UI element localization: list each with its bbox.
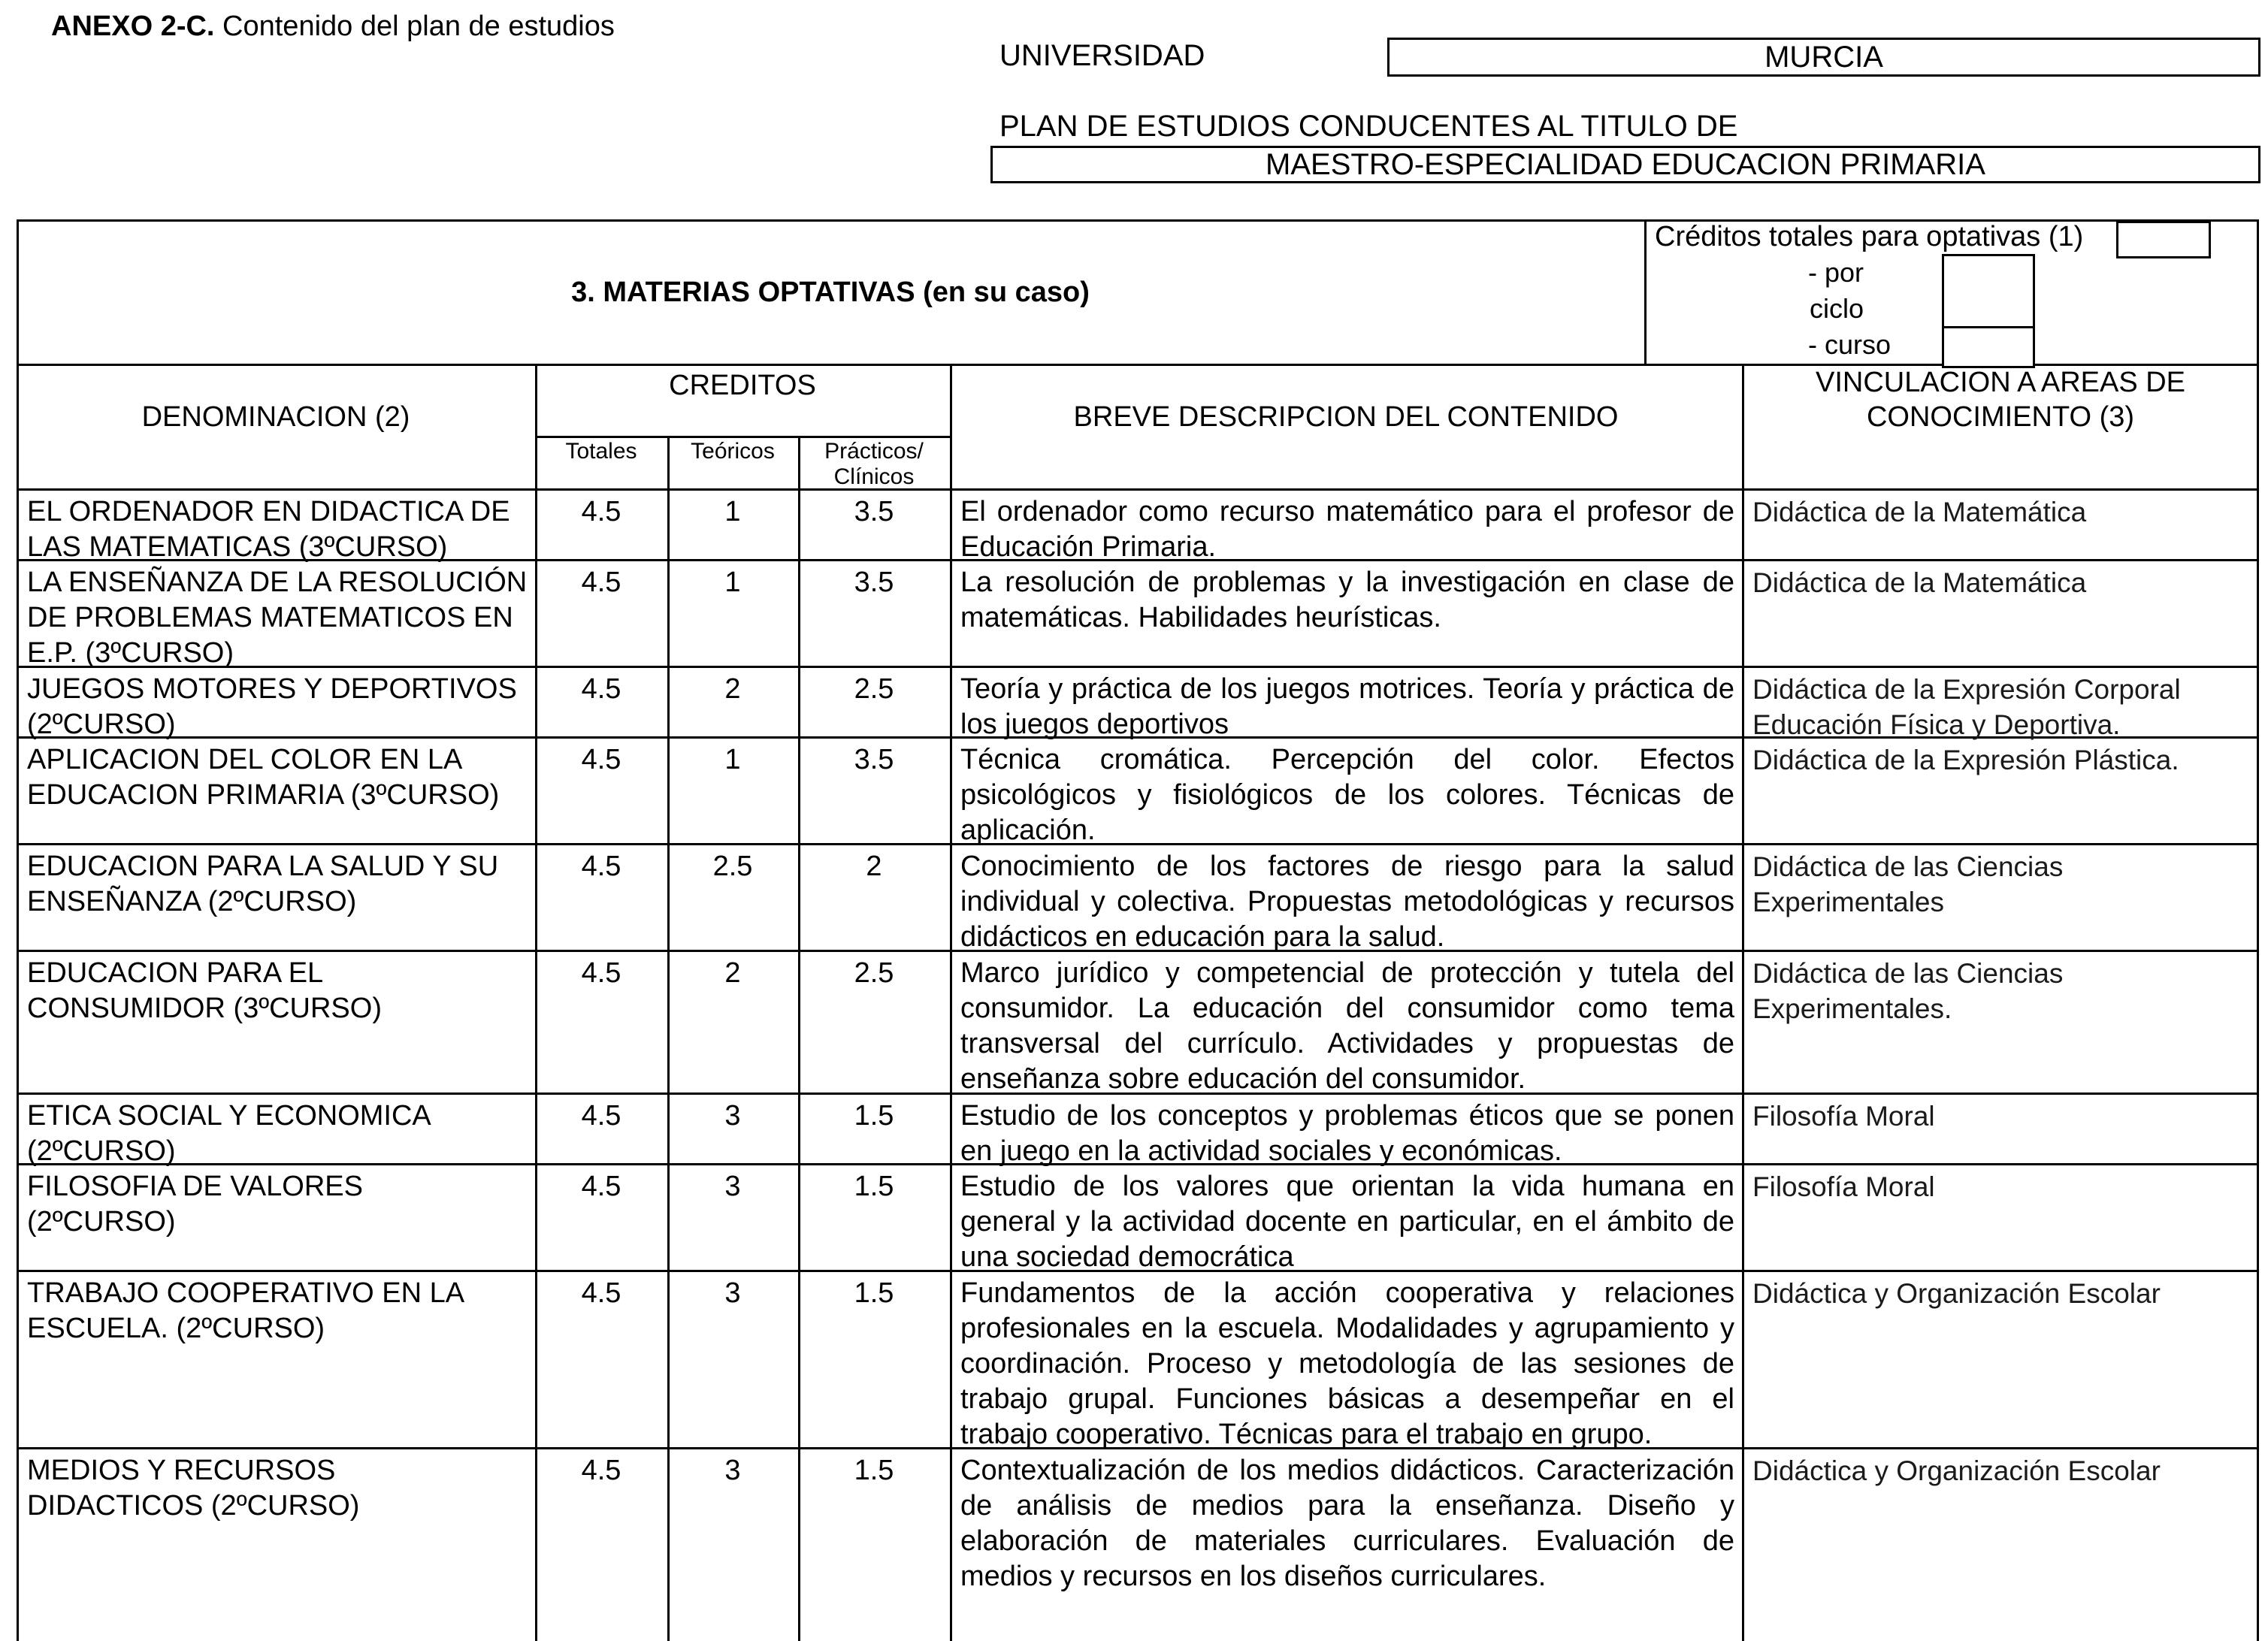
row-6-descripcion: Marco jurídico y competencial de protección y tutela del consumidor. La educación del consumidor como tema transversal del currículo. Actividades y propuestas de enseñanza sobre educación del consumidor. bbox=[960, 957, 1734, 1095]
row-10-descripcion: Contextualización de los medios didácticos. Caracterización de análisis de medios para la enseñanza. Diseño y elaboración de materiales curriculares. Evaluación de medios y recursos en los diseños curriculares. bbox=[960, 1455, 1734, 1592]
row-8-practicos: 1.5 bbox=[854, 1171, 894, 1202]
row-3-area: Didáctica de la Expresión Corporal Educación Física y Deportiva. bbox=[1752, 674, 2181, 740]
row-3-name: JUEGOS MOTORES Y DEPORTIVOS (2ºCURSO) bbox=[27, 673, 517, 740]
row-2-descripcion: La resolución de problemas y la investigación en clase de matemáticas. Habilidades heurísticas. bbox=[960, 567, 1734, 633]
row-7-totales: 4.5 bbox=[581, 1100, 621, 1132]
row-6-practicos: 2.5 bbox=[854, 957, 894, 989]
col-creditos: CREDITOS bbox=[669, 370, 816, 401]
ciclo-label: ciclo bbox=[1810, 293, 1864, 324]
row-9-practicos: 1.5 bbox=[854, 1277, 894, 1309]
row-4-descripcion: Técnica cromática. Percepción del color. Efectos psicológicos y fisiológicos de los colores. Técnicas de aplicación. bbox=[960, 744, 1734, 846]
plan-label: PLAN DE ESTUDIOS CONDUCENTES AL TITULO DE bbox=[999, 110, 1738, 143]
row-7-name: ETICA SOCIAL Y ECONOMICA (2ºCURSO) bbox=[27, 1100, 430, 1167]
row-5-teoricos: 2.5 bbox=[712, 851, 753, 882]
row-9-descripcion: Fundamentos de la acción cooperativa y relaciones profesionales en la escuela. Modalidades y agrupamiento y coordinación. Proceso y metodología de las sesiones de trabajo grupal. Funciones básicas a desempeñar en el trabajo cooperativo. Técnicas para el trabajo en grupo. bbox=[960, 1277, 1734, 1450]
col-descripcion: BREVE DESCRIPCION DEL CONTENIDO bbox=[1073, 401, 1619, 433]
row-5-totales: 4.5 bbox=[581, 851, 621, 882]
row-6-teoricos: 2 bbox=[724, 957, 741, 989]
curso-label: - curso bbox=[1808, 329, 1892, 360]
row-5-name: EDUCACION PARA LA SALUD Y SU ENSEÑANZA (2ºCURSO) bbox=[27, 851, 499, 917]
row-10-area: Didáctica y Organización Escolar bbox=[1752, 1455, 2161, 1486]
row-2-practicos: 3.5 bbox=[854, 567, 894, 598]
row-10-teoricos: 3 bbox=[724, 1455, 741, 1486]
row-2-teoricos: 1 bbox=[724, 567, 741, 598]
row-9-teoricos: 3 bbox=[724, 1277, 741, 1309]
col-teoricos: Teóricos bbox=[691, 439, 775, 464]
row-10-totales: 4.5 bbox=[581, 1455, 621, 1486]
row-6-area: Didáctica de las Ciencias Experimentales. bbox=[1752, 958, 2064, 1024]
university-label: UNIVERSIDAD bbox=[999, 39, 1205, 72]
row-9-area: Didáctica y Organización Escolar bbox=[1752, 1278, 2161, 1309]
por-label: - por bbox=[1808, 257, 1864, 288]
annex-heading: ANEXO 2-C. Contenido del plan de estudios bbox=[51, 11, 615, 42]
row-8-teoricos: 3 bbox=[724, 1171, 741, 1202]
row-3-teoricos: 2 bbox=[724, 673, 741, 705]
optional-subjects-table bbox=[17, 219, 2259, 1641]
row-4-area: Didáctica de la Expresión Plástica. bbox=[1752, 745, 2179, 775]
credits-total-box bbox=[2116, 221, 2211, 258]
row-1-name: EL ORDENADOR EN DIDACTICA DE LAS MATEMATICAS (3ºCURSO) bbox=[27, 496, 510, 563]
row-6-totales: 4.5 bbox=[581, 957, 621, 989]
row-9-totales: 4.5 bbox=[581, 1277, 621, 1309]
col-vinculacion: VINCULACION A AREAS DE CONOCIMIENTO (3) bbox=[1815, 367, 2186, 433]
row-7-area: Filosofía Moral bbox=[1752, 1101, 1935, 1132]
row-5-area: Didáctica de las Ciencias Experimentales bbox=[1752, 851, 2064, 917]
row-9-name: TRABAJO COOPERATIVO EN LA ESCUELA. (2ºCURSO) bbox=[27, 1277, 463, 1344]
row-4-teoricos: 1 bbox=[724, 744, 741, 775]
row-6-name: EDUCACION PARA EL CONSUMIDOR (3ºCURSO) bbox=[27, 957, 382, 1024]
row-1-descripcion: El ordenador como recurso matemático para el profesor de Educación Primaria. bbox=[960, 496, 1734, 563]
row-1-teoricos: 1 bbox=[724, 496, 741, 527]
curso-box bbox=[1942, 326, 2035, 368]
row-4-name: APLICACION DEL COLOR EN LA EDUCACION PRIMARIA (3ºCURSO) bbox=[27, 744, 500, 811]
row-5-practicos: 2 bbox=[866, 851, 882, 882]
row-8-name: FILOSOFIA DE VALORES (2ºCURSO) bbox=[27, 1171, 363, 1238]
row-4-practicos: 3.5 bbox=[854, 744, 894, 775]
col-denominacion: DENOMINACION (2) bbox=[141, 401, 410, 433]
row-7-teoricos: 3 bbox=[724, 1100, 741, 1132]
row-2-totales: 4.5 bbox=[581, 567, 621, 598]
row-3-practicos: 2.5 bbox=[854, 673, 894, 705]
row-3-totales: 4.5 bbox=[581, 673, 621, 705]
row-4-totales: 4.5 bbox=[581, 744, 621, 775]
row-2-name: LA ENSEÑANZA DE LA RESOLUCIÓN DE PROBLEMAS MATEMATICOS EN E.P. (3ºCURSO) bbox=[27, 567, 528, 669]
row-3-descripcion: Teoría y práctica de los juegos motrices. Teoría y práctica de los juegos deportivos bbox=[960, 673, 1734, 740]
col-totales: Totales bbox=[565, 439, 637, 464]
row-10-name: MEDIOS Y RECURSOS DIDACTICOS (2ºCURSO) bbox=[27, 1455, 360, 1522]
por-ciclo-box bbox=[1942, 254, 2035, 331]
row-1-totales: 4.5 bbox=[581, 496, 621, 527]
plan-value: MAESTRO-ESPECIALIDAD EDUCACION PRIMARIA bbox=[990, 146, 2260, 183]
row-10-practicos: 1.5 bbox=[854, 1455, 894, 1486]
credits-total-label: Créditos totales para optativas (1) bbox=[1655, 221, 2084, 252]
row-8-totales: 4.5 bbox=[581, 1171, 621, 1202]
row-1-area: Didáctica de la Matemática bbox=[1752, 497, 2087, 527]
row-8-descripcion: Estudio de los valores que orientan la vida humana en general y la actividad docente en particular, en el ámbito de una sociedad democrática bbox=[960, 1171, 1734, 1273]
row-2-area: Didáctica de la Matemática bbox=[1752, 567, 2087, 598]
row-1-practicos: 3.5 bbox=[854, 496, 894, 527]
row-5-descripcion: Conocimiento de los factores de riesgo para la salud individual y colectiva. Propuestas metodológicas y recursos didácticos en educación para la salud. bbox=[960, 851, 1734, 953]
university-value: MURCIA bbox=[1387, 38, 2260, 77]
section-title: 3. MATERIAS OPTATIVAS (en su caso) bbox=[571, 276, 1090, 308]
row-7-descripcion: Estudio de los conceptos y problemas éticos que se ponen en juego en la actividad sociales y económicas. bbox=[960, 1100, 1734, 1167]
row-8-area: Filosofía Moral bbox=[1752, 1171, 1935, 1202]
row-7-practicos: 1.5 bbox=[854, 1100, 894, 1132]
col-practicos: Prácticos/ Clínicos bbox=[824, 439, 924, 489]
